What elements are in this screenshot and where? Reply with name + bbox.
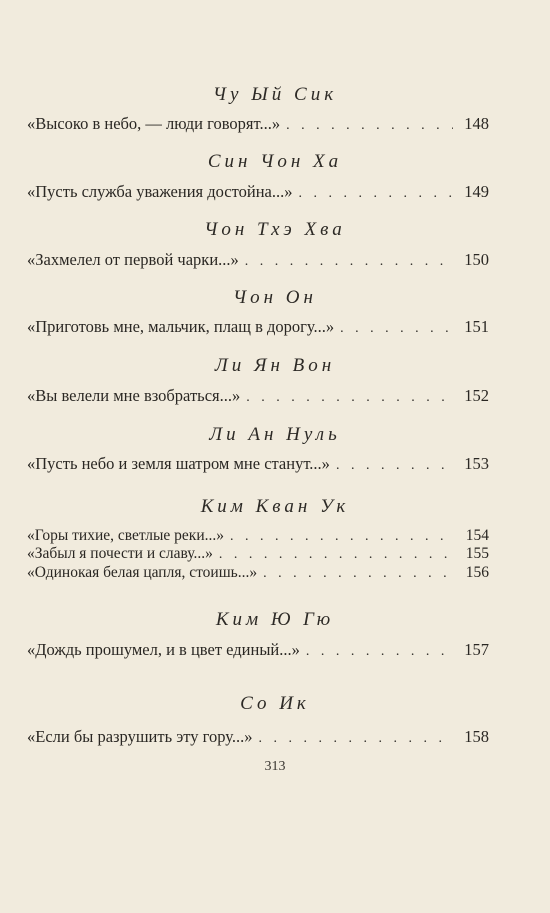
- entry-page: 157: [464, 640, 489, 659]
- leader-dots: [336, 458, 453, 474]
- toc-entry: [27, 317, 489, 339]
- author-heading: Чон Тхэ Хва: [204, 219, 346, 240]
- toc-entry: [27, 640, 489, 662]
- entry-title: «Пусть небо и земля шатром мне станут...»: [27, 454, 330, 473]
- toc-entry: [27, 564, 489, 584]
- toc-entry: [27, 527, 489, 547]
- leader-dots: [298, 186, 453, 202]
- leader-dots: [245, 254, 453, 270]
- toc-entry: [27, 114, 489, 136]
- entry-title: «Если бы разрушить эту гору...»: [27, 727, 253, 746]
- toc-entry: [27, 250, 489, 272]
- entry-page: 152: [464, 386, 489, 405]
- leader-dots: [230, 529, 453, 545]
- entry-title: «Вы велели мне взобраться...»: [27, 386, 241, 405]
- entry-page: 148: [464, 114, 489, 133]
- toc-entry: [27, 454, 489, 476]
- toc-entry: [27, 727, 489, 749]
- entry-title: «Одинокая белая цапля, стоишь...»: [27, 564, 258, 581]
- entry-page: 153: [464, 454, 489, 473]
- leader-dots: [219, 547, 453, 563]
- toc-entry: [27, 386, 489, 408]
- author-heading: Син Чон Ха: [207, 151, 343, 172]
- entry-page: 151: [464, 317, 489, 336]
- leader-dots: [246, 390, 453, 406]
- entry-title: «Горы тихие, светлые реки...»: [27, 527, 224, 544]
- entry-title: «Приготовь мне, мальчик, плащ в дорогу...»: [27, 317, 335, 336]
- author-heading: Ли Ян Вон: [214, 355, 336, 376]
- entry-page: 149: [464, 182, 489, 201]
- entry-page: 154: [465, 527, 489, 544]
- leader-dots: [340, 321, 453, 337]
- entry-title: «Пусть служба уважения достойна...»: [27, 182, 293, 201]
- entry-page: 156: [465, 564, 489, 581]
- leader-dots: [259, 731, 453, 747]
- entry-page: 158: [464, 727, 489, 746]
- entry-page: 150: [464, 250, 489, 269]
- author-heading: Ким Кван Ук: [200, 496, 350, 517]
- entry-title: «Высоко в небо, — люди говорят...»: [27, 114, 281, 133]
- author-heading: Чу Ый Сик: [212, 84, 338, 105]
- author-heading: Со Ик: [240, 693, 310, 714]
- leader-dots: [263, 566, 453, 582]
- toc-entry: [27, 545, 489, 565]
- author-heading: Ким Ю Гю: [215, 609, 335, 630]
- toc-entry: [27, 182, 489, 204]
- author-heading: Чон Он: [233, 287, 317, 308]
- author-heading: Ли Ан Нуль: [209, 424, 341, 445]
- entry-title: «Забыл я почести и славу...»: [27, 545, 213, 562]
- leader-dots: [286, 118, 453, 134]
- entry-page: 155: [465, 545, 489, 562]
- entry-title: «Дождь прошумел, и в цвет единый...»: [27, 640, 300, 659]
- entry-title: «Захмелел от первой чарки...»: [27, 250, 239, 269]
- page-number: 313: [264, 759, 286, 774]
- leader-dots: [306, 644, 453, 660]
